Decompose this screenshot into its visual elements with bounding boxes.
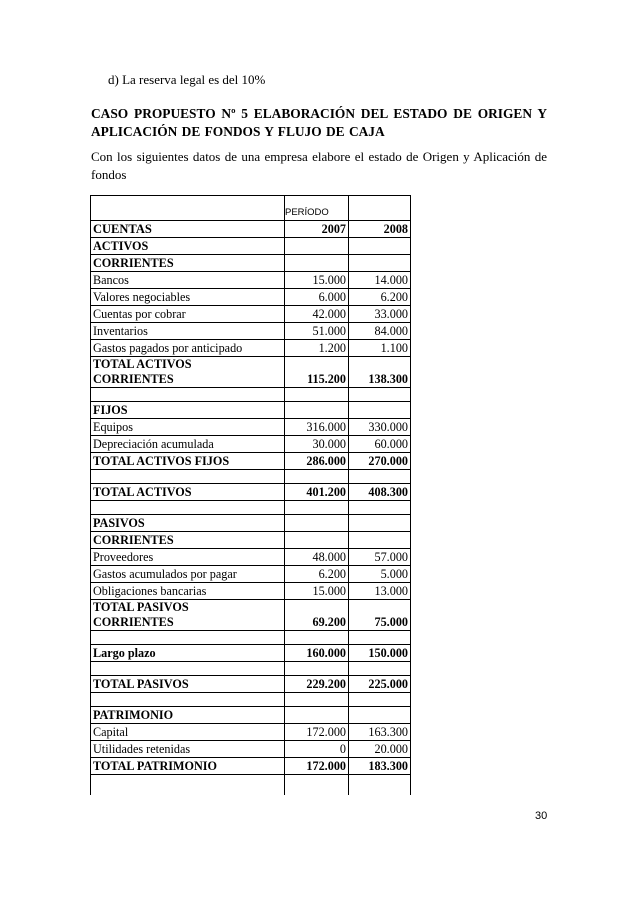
value-2007: 6.000 [285,289,349,306]
row-label: Largo plazo [91,645,285,662]
table-row [91,272,411,289]
value-2008: 1.100 [349,340,411,357]
table-row [91,436,411,453]
value-2008: 270.000 [349,453,411,470]
spacer-cell [349,631,411,645]
value-2008: 408.300 [349,484,411,501]
total-row [91,357,411,388]
period-row [91,196,411,221]
row-label: CORRIENTES [91,532,285,549]
value-2007: 51.000 [285,323,349,340]
spacer-row [91,662,411,676]
financial-table [90,195,411,795]
table-row [91,419,411,436]
spacer-cell [349,693,411,707]
table-row [91,566,411,583]
value-2007: 401.200 [285,484,349,501]
table-row [91,402,411,419]
spacer-cell [91,775,285,796]
row-label-line2: CORRIENTES [93,372,174,386]
spacer-cell [91,388,285,402]
spacer-cell [349,470,411,484]
col-header-cuentas: CUENTAS [91,221,285,238]
row-label: TOTAL PASIVOS [91,676,285,693]
value-2008: 60.000 [349,436,411,453]
value-2008: 13.000 [349,583,411,600]
value-2008: 225.000 [349,676,411,693]
row-label: ACTIVOS [91,238,285,255]
value-2008: 75.000 [349,600,411,631]
row-label: Cuentas por cobrar [91,306,285,323]
spacer-cell [285,693,349,707]
value-2007: 229.200 [285,676,349,693]
value-2008: 330.000 [349,419,411,436]
total-row [91,758,411,775]
value-2007: 160.000 [285,645,349,662]
value-2007: 15.000 [285,583,349,600]
value-2007: 1.200 [285,340,349,357]
value-2007: 316.000 [285,419,349,436]
value-2007: 286.000 [285,453,349,470]
value-2008 [349,532,411,549]
row-label: Obligaciones bancarias [91,583,285,600]
period-empty-cell [91,196,285,221]
spacer-row [91,470,411,484]
value-2008: 33.000 [349,306,411,323]
spacer-row [91,501,411,515]
value-2007: 30.000 [285,436,349,453]
table-row [91,724,411,741]
value-2008: 150.000 [349,645,411,662]
value-2008 [349,238,411,255]
row-label: Proveedores [91,549,285,566]
value-2007: 172.000 [285,758,349,775]
spacer-cell [349,388,411,402]
row-label [91,357,285,388]
table-row [91,515,411,532]
spacer-cell [91,470,285,484]
table-row [91,255,411,272]
spacer-cell [285,388,349,402]
row-label: Valores negociables [91,289,285,306]
value-2007: 6.200 [285,566,349,583]
row-label-line1: TOTAL ACTIVOS [93,357,192,371]
value-2008: 138.300 [349,357,411,388]
spacer-cell [91,662,285,676]
spacer-row [91,388,411,402]
value-2008 [349,515,411,532]
total-row [91,600,411,631]
value-2008: 14.000 [349,272,411,289]
row-label: Equipos [91,419,285,436]
value-2008: 6.200 [349,289,411,306]
row-label: Gastos acumulados por pagar [91,566,285,583]
value-2008 [349,255,411,272]
value-2008: 163.300 [349,724,411,741]
row-label: Bancos [91,272,285,289]
total-row [91,676,411,693]
spacer-row [91,631,411,645]
value-2007: 69.200 [285,600,349,631]
row-label-line2: CORRIENTES [93,615,174,629]
value-2007: 42.000 [285,306,349,323]
value-2007 [285,255,349,272]
value-2007 [285,238,349,255]
spacer-cell [285,501,349,515]
spacer-row [91,693,411,707]
row-label: TOTAL PATRIMONIO [91,758,285,775]
value-2008: 5.000 [349,566,411,583]
value-2007: 15.000 [285,272,349,289]
page-number: 30 [535,810,548,822]
spacer-cell [285,775,349,796]
period-empty-cell [349,196,411,221]
spacer-cell [91,693,285,707]
col-header-2008: 2008 [349,221,411,238]
total-row [91,645,411,662]
value-2007: 172.000 [285,724,349,741]
value-2007 [285,515,349,532]
row-label: CORRIENTES [91,255,285,272]
row-label: Utilidades retenidas [91,741,285,758]
table-row [91,532,411,549]
table-row [91,707,411,724]
period-label: PERÍODO [285,196,349,221]
table-row [91,323,411,340]
value-2008 [349,402,411,419]
spacer-cell [285,470,349,484]
spacer-cell [91,631,285,645]
row-label: Gastos pagados por anticipado [91,340,285,357]
value-2008: 57.000 [349,549,411,566]
value-2007 [285,532,349,549]
row-label: Inventarios [91,323,285,340]
row-label: PATRIMONIO [91,707,285,724]
spacer-cell [349,662,411,676]
value-2008: 20.000 [349,741,411,758]
row-label: TOTAL ACTIVOS [91,484,285,501]
row-label: FIJOS [91,402,285,419]
row-label: Depreciación acumulada [91,436,285,453]
value-2008: 183.300 [349,758,411,775]
total-row [91,453,411,470]
table-row [91,340,411,357]
value-2008 [349,707,411,724]
value-2007 [285,707,349,724]
table-row [91,549,411,566]
table-row [91,741,411,758]
value-2007 [285,402,349,419]
table-row [91,238,411,255]
list-item-d: d) La reserva legal es del 10% [108,72,266,87]
spacer-cell [349,501,411,515]
row-label: Capital [91,724,285,741]
total-row [91,484,411,501]
value-2007: 48.000 [285,549,349,566]
header-row [91,221,411,238]
value-2007: 115.200 [285,357,349,388]
intro-paragraph: Con los siguientes datos de una empresa elabore el estado de Origen y Aplicación de fondos [91,149,547,182]
spacer-cell [91,501,285,515]
spacer-cell [285,662,349,676]
trailing-row [91,775,411,796]
spacer-cell [349,775,411,796]
table-row [91,306,411,323]
section-heading: CASO PROPUESTO Nº 5 ELABORACIÓN DEL ESTADO DE ORIGEN Y APLICACIÓN DE FONDOS Y FLUJO DE CAJA [91,106,547,139]
spacer-cell [285,631,349,645]
value-2008: 84.000 [349,323,411,340]
col-header-2007: 2007 [285,221,349,238]
row-label: TOTAL ACTIVOS FIJOS [91,453,285,470]
value-2007: 0 [285,741,349,758]
table-row [91,583,411,600]
row-label [91,600,285,631]
row-label: PASIVOS [91,515,285,532]
row-label-line1: TOTAL PASIVOS [93,600,189,614]
table-row [91,289,411,306]
